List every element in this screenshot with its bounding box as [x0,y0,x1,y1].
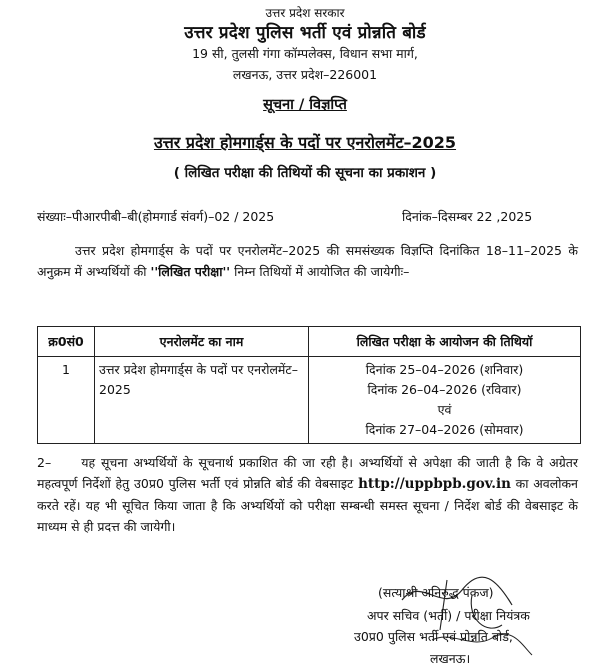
subject-text: उत्तर प्रदेश होमगार्ड्स के पदों पर एनरोलमेंट–2025 [153,133,457,152]
board-name: उत्तर प्रदेश पुलिस भर्ती एवं प्रोन्नति बोर्ड [184,23,426,43]
paragraph-2 [37,452,578,537]
issue-date: दिनांक–दिसम्बर 22 ,2025 [402,209,533,224]
paragraph-1 [37,241,578,282]
notice-title-text: सूचना / विज्ञप्ति [263,97,347,113]
address-line-2: लखनऊ, उत्तर प्रदेश–226001 [232,67,378,82]
signatory-board: उ0प्र0 पुलिस भर्ती एवं प्रोन्नति बोर्ड, [354,629,513,644]
reference-number: संख्याः–पीआरपीबी–बी(होमगार्ड संवर्ग)–02 / 2025 [37,209,275,224]
exam-date-conjunction: एवं [437,402,452,417]
exam-date-3: दिनांक 27–04–2026 (सोमवार) [365,422,524,437]
para2-number: 2– [37,455,52,470]
address-line-1: 19 सी, तुलसी गंगा कॉम्पलेक्स, विधान सभा मार्ग, [192,46,418,61]
exam-date-2: दिनांक 26–04–2026 (रविवार) [367,382,522,397]
subject-heading [0,131,610,153]
header-enrolment-name: एनरोलमेंट का नाम [95,327,309,357]
subtitle: ( लिखित परीक्षा की तिथियों की सूचना का प्रकाशन ) [173,165,437,181]
para1-emphasis: ''लिखित परीक्षा'' [150,263,231,279]
government-name: उत्तर प्रदेश सरकार [265,6,345,20]
header-exam-dates: लिखित परीक्षा के आयोजन की तिथियॉ [309,327,581,357]
signatory-place: लखनऊ। [430,651,471,666]
para2-text-after: का अवलोकन करते रहें। यह भी सूचित किया जाता है कि अभ्यर्थियों को परीक्षा सम्बन्धी समस्त सूचना / निर्देश बोर्ड की वेबसाइट के माध्यम से ही प्रदत्त की जायेगी। [37,476,578,534]
signatory-name: (सत्याश्री अनिरुद्ध पंकज) [378,585,494,600]
exam-date-1: दिनांक 25–04–2026 (शनिवार) [365,362,524,377]
para2-text-before: यह सूचना अभ्यर्थियों के सूचनार्थ प्रकाशित की जा रही है। अभ्यर्थियों से अपेक्षा की जाती है कि वे अग्रेतर महत्वपूर्ण निर्देशों हेतु उ0प्र0 पुलिस भर्ती एवं प्रोन्नति बोर्ड की वेबसाइट [37,455,578,491]
notice-title [0,94,610,114]
cell-serial: 1 [38,357,95,444]
website-link[interactable]: http://uppbpb.gov.in [358,476,511,492]
para1-text-before: उत्तर प्रदेश होमगार्ड्स के पदों पर एनरोलमेंट–2025 की समसंख्यक विज्ञप्ति दिनांकित 18–11–2025 के अनुक्रम में अभ्यर्थियों की [37,243,578,279]
para1-text-after: निम्न तिथियों में आयोजित की जायेगीः– [234,263,410,279]
table-row [38,357,581,444]
cell-enrolment-name: उत्तर प्रदेश होमगार्ड्स के पदों पर एनरोलमेंट–2025 [95,357,309,444]
signatory-designation: अपर सचिव (भर्ती) / परीक्षा नियंत्रक [367,608,530,623]
table-header-row [38,327,581,357]
header-serial: क्र0सं0 [38,327,95,357]
cell-exam-dates [309,357,581,444]
exam-schedule-table [37,326,581,444]
